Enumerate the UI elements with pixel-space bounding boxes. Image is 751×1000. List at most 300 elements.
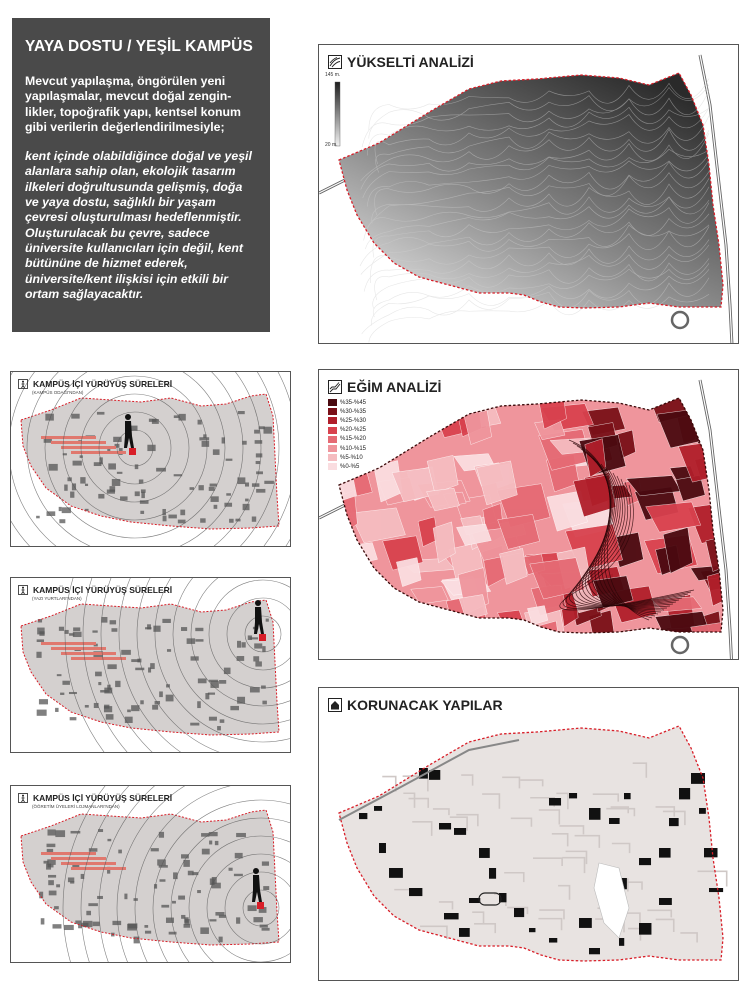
- highlight-axis: [51, 857, 106, 860]
- walking-map-group: [21, 810, 279, 945]
- legend-swatch: [328, 463, 337, 470]
- slope-patch: [419, 619, 475, 660]
- building: [88, 903, 98, 906]
- building: [147, 445, 155, 451]
- building: [200, 518, 205, 522]
- building: [237, 656, 245, 661]
- building: [111, 628, 117, 632]
- building: [140, 511, 144, 514]
- building: [184, 917, 188, 922]
- legend-swatch: [328, 436, 337, 443]
- building: [55, 708, 58, 712]
- slope-patch: [342, 603, 398, 625]
- building: [264, 481, 274, 484]
- legend-label: %10-%15: [340, 445, 367, 452]
- protected-building: [704, 848, 718, 857]
- building: [48, 875, 56, 878]
- building: [47, 829, 55, 835]
- highlight-axis: [51, 441, 106, 444]
- highlight-axis: [41, 642, 96, 645]
- building: [210, 484, 217, 487]
- roundabout: [672, 312, 688, 328]
- building: [64, 485, 67, 491]
- building: [262, 861, 269, 865]
- building: [72, 483, 76, 490]
- building: [198, 420, 202, 425]
- protected-structures-panel: [318, 687, 739, 981]
- walking-map-group: [21, 394, 279, 529]
- building: [71, 414, 79, 419]
- building: [215, 841, 219, 845]
- building: [97, 896, 103, 899]
- building: [256, 461, 261, 464]
- building: [85, 484, 88, 486]
- building: [49, 464, 58, 471]
- figure-head: [253, 868, 259, 874]
- protected-building: [529, 928, 535, 932]
- building: [93, 922, 100, 927]
- protected-building: [489, 868, 496, 879]
- building: [144, 925, 148, 928]
- protected-building: [479, 848, 490, 858]
- building: [127, 710, 131, 713]
- building: [107, 839, 111, 841]
- elevation-max-label: 145 m.: [325, 72, 341, 78]
- protected-building: [609, 818, 620, 824]
- elevation-min-label: 20 m.: [325, 142, 338, 148]
- building: [234, 874, 243, 876]
- legend-swatch: [328, 454, 337, 461]
- slope-patch: [717, 444, 739, 476]
- building: [245, 482, 249, 486]
- protected-building: [454, 828, 466, 835]
- slope-legend: [328, 398, 366, 472]
- building: [253, 917, 262, 922]
- building: [151, 848, 159, 851]
- building: [71, 831, 81, 834]
- building: [190, 723, 199, 726]
- project-title: YAYA DOSTU / YEŞİL KAMPÜS: [25, 38, 253, 55]
- building: [104, 706, 112, 712]
- building: [256, 471, 263, 474]
- building: [195, 639, 203, 642]
- protected-map-group: [339, 726, 727, 961]
- building: [217, 726, 221, 730]
- building: [60, 693, 64, 695]
- building: [219, 680, 226, 684]
- slope-patch: [713, 434, 739, 457]
- building: [254, 430, 260, 434]
- building: [248, 905, 257, 911]
- building: [39, 699, 48, 704]
- building: [46, 864, 51, 870]
- slope-patch: [428, 630, 445, 646]
- building: [152, 705, 158, 710]
- building: [70, 717, 77, 720]
- building: [94, 462, 102, 466]
- building: [215, 912, 224, 916]
- building: [229, 868, 233, 871]
- slope-patch: [453, 620, 493, 648]
- building: [109, 486, 115, 492]
- building: [101, 617, 107, 623]
- highlight-axis: [41, 852, 96, 855]
- legend-label: %5-%10: [340, 454, 363, 461]
- building: [172, 901, 176, 904]
- walking-title-3: KAMPÜS İÇİ YÜRÜYÜŞ SÜRELERİ: [33, 793, 173, 803]
- slope-patch: [356, 575, 388, 609]
- slope-patch: [365, 426, 389, 441]
- building: [199, 485, 204, 490]
- walking-times-map-3: [11, 786, 291, 963]
- building: [98, 682, 101, 685]
- protected-structures-map: [319, 688, 739, 981]
- building: [197, 701, 201, 708]
- legend-swatch: [328, 408, 337, 415]
- protected-building: [569, 793, 577, 798]
- protected-building: [444, 913, 459, 919]
- protected-building: [359, 813, 367, 819]
- building: [73, 461, 82, 466]
- building: [199, 437, 209, 440]
- building: [145, 931, 151, 934]
- figure-marker: [257, 902, 264, 909]
- building: [125, 717, 133, 723]
- legend-item: [328, 426, 366, 435]
- protected-building: [709, 888, 723, 892]
- legend-item: [328, 407, 366, 416]
- protected-building: [679, 788, 690, 799]
- highlight-axis: [61, 446, 116, 449]
- building: [160, 879, 166, 881]
- building: [107, 664, 116, 669]
- protected-building: [579, 918, 592, 928]
- walking-person-icon: [18, 379, 28, 389]
- building: [241, 642, 245, 647]
- building: [68, 877, 74, 882]
- protected-building: [624, 793, 631, 799]
- building: [147, 624, 151, 629]
- building: [112, 921, 121, 925]
- building: [98, 494, 104, 499]
- building: [157, 859, 166, 865]
- building: [86, 911, 91, 915]
- building: [202, 849, 210, 855]
- slope-patch: [376, 601, 417, 642]
- walking-subtitle-3: (ÖĞRETİM ÜYELERİ LOJMANLARI'NDAN): [32, 804, 120, 809]
- figure-marker: [129, 448, 136, 455]
- protected-title: KORUNACAK YAPILAR: [347, 697, 503, 713]
- building: [226, 459, 233, 461]
- building: [209, 841, 212, 845]
- roundabout: [672, 637, 688, 653]
- protected-building: [439, 823, 451, 829]
- building: [205, 693, 209, 699]
- building: [245, 499, 249, 502]
- building: [37, 628, 44, 635]
- building: [59, 507, 62, 511]
- protected-building: [374, 806, 382, 811]
- slope-map: [319, 370, 739, 660]
- building: [57, 674, 62, 676]
- walking-times-map-2: [11, 578, 291, 753]
- legend-label: %25-%30: [340, 417, 367, 424]
- building: [209, 919, 216, 921]
- walking-subtitle-2: (YAZI YURTLARI'NDAN): [32, 596, 82, 601]
- building: [59, 627, 64, 631]
- building: [85, 705, 89, 708]
- building: [43, 861, 48, 864]
- building: [70, 492, 74, 498]
- building: [37, 710, 47, 716]
- protected-building: [659, 898, 672, 905]
- building: [36, 652, 41, 658]
- building: [254, 643, 262, 648]
- elevation-title-row: [328, 54, 474, 70]
- legend-swatch: [328, 427, 337, 434]
- building: [226, 493, 231, 495]
- elevation-map: [319, 45, 739, 344]
- building: [166, 695, 174, 702]
- legend-swatch: [328, 399, 337, 406]
- building: [47, 844, 56, 847]
- building: [236, 833, 246, 837]
- slope-title: EĞİM ANALİZİ: [347, 379, 442, 395]
- protected-building: [459, 928, 470, 937]
- building: [202, 441, 210, 447]
- legend-item: [328, 416, 366, 425]
- walking-title-row-1: [18, 379, 172, 389]
- legend-label: %20-%25: [340, 427, 367, 434]
- building: [41, 918, 45, 924]
- walking-times-map-1: [11, 372, 291, 547]
- building: [262, 701, 266, 705]
- building: [159, 865, 168, 868]
- building: [110, 620, 116, 624]
- building: [178, 520, 186, 524]
- legend-item: [328, 444, 366, 453]
- protected-building: [639, 858, 651, 865]
- building: [162, 619, 171, 623]
- building: [181, 854, 189, 858]
- building: [97, 412, 105, 415]
- protected-building: [669, 818, 679, 826]
- building: [49, 891, 57, 896]
- protected-building: [514, 908, 524, 917]
- protected-building: [659, 848, 671, 858]
- building: [54, 906, 59, 909]
- project-description-box: [12, 18, 270, 332]
- slope-patch: [413, 612, 445, 652]
- slope-icon: [328, 380, 342, 394]
- building: [266, 619, 269, 622]
- slope-patch: [716, 468, 736, 488]
- building: [169, 932, 177, 935]
- protected-building: [619, 938, 624, 946]
- slope-patch: [720, 470, 739, 498]
- highlight-axis: [51, 647, 106, 650]
- building: [211, 496, 219, 502]
- building: [214, 505, 218, 509]
- walking-title-row-3: [18, 793, 172, 803]
- slope-patch: [539, 621, 560, 652]
- highlight-axis: [41, 436, 96, 439]
- building: [134, 898, 138, 901]
- walking-person-icon: [18, 793, 28, 803]
- building: [121, 650, 131, 655]
- building: [230, 706, 239, 710]
- building: [153, 626, 160, 632]
- legend-item: [328, 435, 366, 444]
- building: [59, 519, 65, 523]
- protected-building: [409, 888, 422, 896]
- building: [168, 515, 176, 519]
- protected-building: [699, 808, 706, 814]
- highlight-axis: [71, 867, 126, 870]
- building: [161, 905, 169, 908]
- building: [220, 719, 225, 723]
- elevation-title: YÜKSELTİ ANALİZİ: [347, 54, 474, 70]
- building: [178, 896, 185, 900]
- building: [236, 917, 240, 923]
- building: [252, 517, 256, 522]
- building: [209, 717, 217, 721]
- building: [256, 489, 265, 493]
- building: [253, 656, 259, 661]
- building: [149, 419, 157, 422]
- building: [118, 850, 122, 854]
- building: [238, 411, 245, 414]
- protected-building: [589, 948, 600, 954]
- legend-label: %15-%20: [340, 436, 367, 443]
- building: [62, 681, 69, 685]
- highlight-axis: [71, 657, 126, 660]
- legend-item: [328, 453, 366, 462]
- slope-patch: [716, 530, 739, 569]
- building: [92, 630, 97, 632]
- building: [163, 516, 167, 522]
- building: [255, 661, 262, 666]
- building: [213, 449, 220, 455]
- building: [141, 489, 146, 492]
- protected-building: [549, 938, 557, 943]
- building: [135, 491, 140, 496]
- protected-building: [389, 868, 403, 878]
- walking-title-2: KAMPÜS İÇİ YÜRÜYÜŞ SÜRELERİ: [33, 585, 173, 595]
- building: [190, 487, 195, 490]
- building: [124, 894, 127, 900]
- building: [55, 830, 65, 837]
- elevation-scale-bar: [335, 82, 340, 146]
- building: [250, 637, 258, 639]
- slope-patch: [701, 444, 739, 457]
- building: [80, 477, 85, 483]
- elevation-analysis-panel: [318, 44, 739, 344]
- slope-patch: [700, 435, 739, 464]
- building: [117, 472, 123, 474]
- building: [166, 918, 174, 923]
- legend-swatch: [328, 417, 337, 424]
- building: [237, 641, 241, 648]
- building: [73, 627, 80, 631]
- building: [262, 928, 270, 931]
- slope-patch: [719, 471, 739, 504]
- figure-head: [125, 414, 131, 420]
- legend-label: %30-%35: [340, 408, 367, 415]
- house-icon: [328, 698, 342, 712]
- highlight-axis: [61, 862, 116, 865]
- building: [224, 668, 231, 674]
- legend-item: [328, 398, 366, 407]
- slope-patch: [331, 609, 375, 652]
- building: [140, 700, 143, 704]
- building: [106, 714, 114, 720]
- building: [180, 510, 185, 516]
- protected-building: [549, 798, 561, 806]
- walking-subtitle-1: (KAMPÜS ODAĞI'NDAN): [32, 390, 84, 395]
- slope-analysis-panel: [318, 369, 739, 660]
- project-intro-text: Mevcut yapılaşma, öngörülen yeni yapılaşmalar, mevcut doğal zengin-likler, topoğrafik yapı, kentsel konum gibi verilerin değerlendirilmesiyle;: [25, 74, 241, 134]
- building: [198, 678, 207, 683]
- walking-person-icon: [18, 585, 28, 595]
- highlight-axis: [61, 652, 116, 655]
- site-area: [339, 726, 723, 961]
- building: [83, 921, 93, 927]
- legend-swatch: [328, 445, 337, 452]
- building: [53, 924, 62, 928]
- building: [150, 663, 155, 669]
- slope-patch: [342, 614, 399, 654]
- walking-map-group: [21, 600, 279, 735]
- walking-title-row-2: [18, 585, 172, 595]
- legend-label: %0-%5: [340, 463, 360, 470]
- building: [75, 920, 81, 923]
- building: [135, 668, 144, 671]
- walking-title-1: KAMPÜS İÇİ YÜRÜYÜŞ SÜRELERİ: [33, 379, 173, 389]
- legend-item: [328, 462, 366, 471]
- building: [263, 886, 269, 890]
- building: [224, 503, 232, 507]
- project-goal-text: kent içinde olabildiğince doğal ve yeşil alanlara sahip olan, ekolojik tasarım ilkeleri doğrultusunda gelişmiş, doğa ve yaya dostu, sağlıklı bir yaşam çevresi oluşturulması hedeflenmiştir. Oluşturulacak bu çevre, sadece üniversite kullanıcıları için değil, kent bütününe de hizmet ederek, üniversite/kent ilişkisi için etkili bir ortam sağlayacaktır.: [25, 149, 252, 301]
- building: [36, 516, 40, 519]
- building: [73, 632, 82, 637]
- building: [127, 924, 137, 931]
- building: [69, 692, 77, 694]
- walking-times-panel-2: [10, 577, 291, 753]
- contour-icon: [328, 55, 342, 69]
- figure-marker: [259, 634, 266, 641]
- building: [95, 672, 102, 677]
- building: [209, 487, 215, 491]
- building: [262, 646, 265, 652]
- slope-patch: [374, 404, 399, 435]
- building: [197, 890, 201, 893]
- building: [64, 925, 74, 930]
- protected-building: [639, 923, 651, 935]
- building: [115, 681, 120, 687]
- slope-title-row: [328, 379, 441, 395]
- building: [200, 927, 209, 934]
- building: [256, 453, 262, 457]
- building: [187, 638, 196, 644]
- building: [167, 649, 171, 652]
- building: [62, 507, 71, 513]
- building: [135, 464, 139, 469]
- building: [37, 639, 44, 642]
- building: [108, 463, 116, 469]
- building: [195, 628, 203, 631]
- slope-patch: [714, 398, 738, 433]
